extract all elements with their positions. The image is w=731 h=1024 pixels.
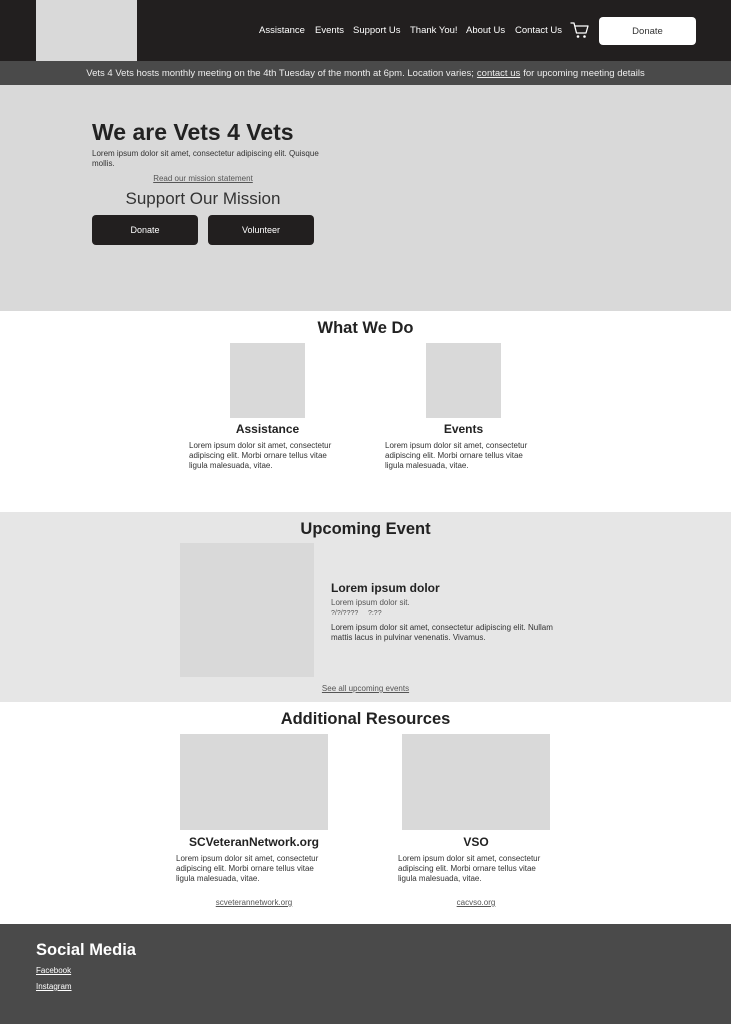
hero-subtitle: Lorem ipsum dolor sit amet, consectetur adipiscing elit. Quisque mollis. [92,149,319,168]
meeting-banner [0,61,731,85]
header-donate-button[interactable]: Donate [599,17,696,45]
assistance-title: Assistance [235,422,300,436]
nav-thank-you[interactable]: Thank You! [410,25,458,36]
volunteer-button[interactable]: Volunteer [208,215,314,245]
see-all-events-link[interactable]: See all upcoming events [321,684,410,693]
vso-image [402,734,550,830]
banner-text: Vets 4 Vets hosts monthly meeting on the 4th Tuesday of the month at 6pm. Location varies; [86,67,474,79]
nav-about-us[interactable]: About Us [466,25,506,36]
assistance-text: Lorem ipsum dolor sit amet, consectetur adipiscing elit. Morbi ornare tellus vitae ligula malesuada, vitae. [189,441,332,470]
additional-resources-title: Additional Resources [280,710,451,728]
events-text: Lorem ipsum dolor sit amet, consectetur adipiscing elit. Morbi ornare tellus vitae ligula malesuada, vitae. [385,441,528,470]
events-title: Events [443,422,484,436]
hero-section [0,85,731,311]
events-image [426,343,501,418]
event-date-time: ?/?/???? ?:?? [331,610,382,617]
event-subtitle: Lorem ipsum dolor sit. [331,598,410,607]
scveteran-link[interactable]: scveterannetwork.org [215,898,293,907]
event-description: Lorem ipsum dolor sit amet, consectetur adipiscing elit. Nullam mattis lacus in pulvinar venenatis. Vivamus. [331,623,553,642]
facebook-link[interactable]: Facebook [36,966,72,975]
nav-assistance[interactable]: Assistance [259,25,305,36]
scveteran-title: SCVeteranNetwork.org [188,835,320,849]
event-title: Lorem ipsum dolor [331,581,440,595]
vso-link[interactable]: cacvso.org [456,898,496,907]
hero-title: We are Vets 4 Vets [92,119,294,145]
site-header [0,0,731,61]
banner-text-after: for upcoming meeting details [523,67,645,79]
logo-placeholder[interactable] [36,0,137,61]
nav-contact-us[interactable]: Contact Us [515,25,562,36]
hero-donate-button[interactable]: Donate [92,215,198,245]
vso-title: VSO [463,835,489,849]
upcoming-event-section [0,512,731,702]
mission-statement-link[interactable]: Read our mission statement [153,174,253,183]
scveteran-text: Lorem ipsum dolor sit amet, consectetur adipiscing elit. Morbi ornare tellus vitae ligula malesuada, vitae. [176,854,319,883]
upcoming-event-title: Upcoming Event [300,520,431,538]
support-heading: Support Our Mission [125,189,281,208]
site-footer [0,924,731,1024]
instagram-link[interactable]: Instagram [36,982,72,991]
nav-support-us[interactable]: Support Us [353,25,401,36]
what-we-do-title: What We Do [317,319,414,337]
event-image [180,543,314,677]
vso-text: Lorem ipsum dolor sit amet, consectetur adipiscing elit. Morbi ornare tellus vitae ligula malesuada, vitae. [398,854,541,883]
banner-contact-link[interactable]: contact us [476,67,521,79]
nav-events[interactable]: Events [315,25,345,36]
shopping-cart-icon[interactable] [570,20,590,40]
assistance-image [230,343,305,418]
scveteran-image [180,734,328,830]
social-media-title: Social Media [36,941,136,959]
